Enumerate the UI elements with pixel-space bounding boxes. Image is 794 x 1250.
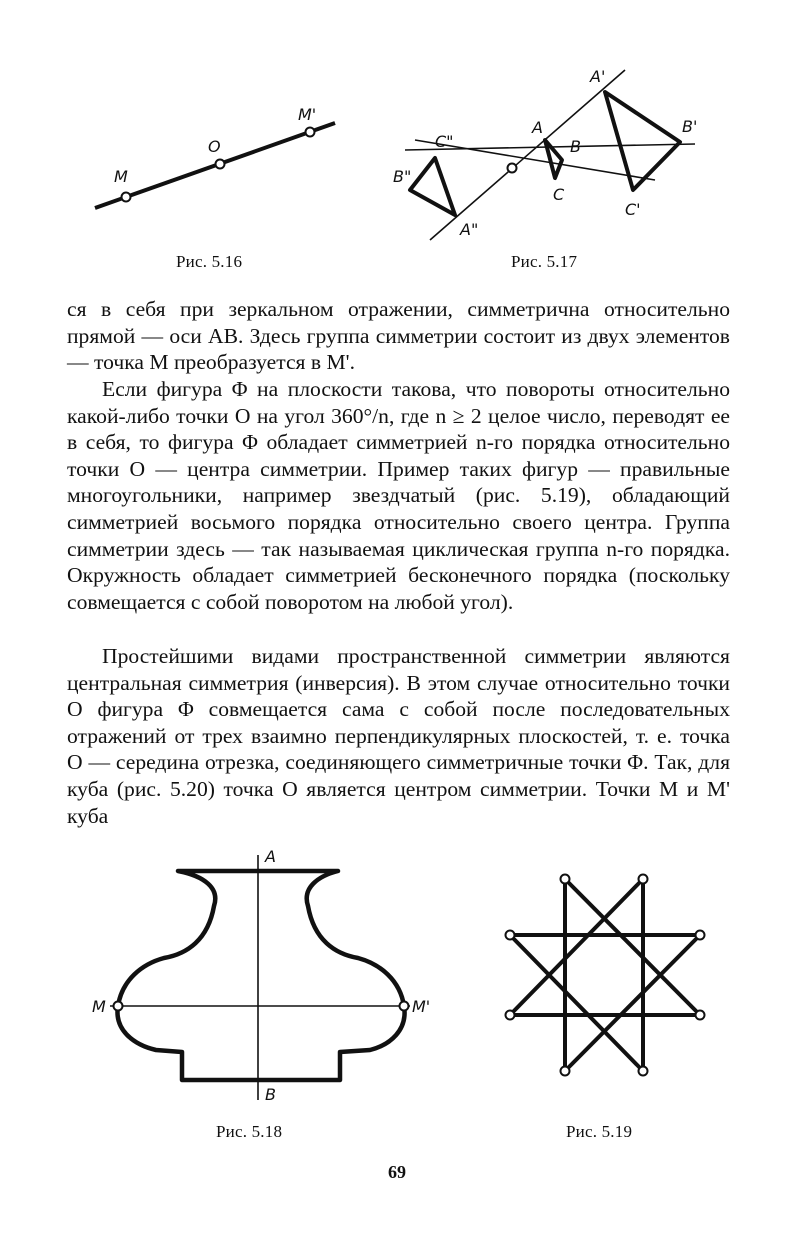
label-m: M	[92, 997, 106, 1016]
label-b-prime: B'	[682, 117, 698, 136]
axis-a	[430, 70, 625, 240]
paragraph-continuation: ся в себя при зеркальном отражении, симметрична относительно прямой — оси AB. Здесь группа симметрии состоит из двух элементов — точка M преобразуется в M'.	[67, 297, 730, 375]
paragraph-spatial-symmetry	[67, 643, 730, 829]
vertex	[696, 931, 705, 940]
caption-fig-5-18: Рис. 5.18	[216, 1122, 283, 1141]
figure-5-17	[385, 60, 715, 250]
label-a-prime: A'	[590, 67, 606, 86]
label-c-double: C"	[435, 132, 454, 151]
label-b: B	[570, 137, 581, 156]
vertex	[561, 1067, 570, 1076]
point-m	[114, 1002, 123, 1011]
label-o: O	[208, 137, 221, 156]
caption-fig-5-17: Рис. 5.17	[511, 252, 578, 271]
triangle-abc	[545, 140, 562, 178]
point-m-prime	[400, 1002, 409, 1011]
figure-5-18	[80, 840, 440, 1120]
point-m-prime	[306, 128, 315, 137]
vertex	[639, 875, 648, 884]
vertex	[639, 1067, 648, 1076]
label-m-prime: M'	[298, 105, 317, 124]
triangle-a2b2c2	[410, 158, 455, 215]
paragraph-rotational-symmetry	[67, 376, 730, 615]
label-a: A	[265, 847, 276, 866]
vertex	[506, 931, 515, 940]
figure-5-16	[80, 100, 350, 220]
vertex	[506, 1011, 515, 1020]
label-b: B	[265, 1085, 276, 1104]
label-b-double: B"	[393, 167, 412, 186]
label-a: A	[532, 118, 543, 137]
figure-5-19-star	[495, 865, 735, 1085]
vertex	[696, 1011, 705, 1020]
label-a-double: A"	[460, 220, 479, 239]
page-number: 69	[388, 1162, 406, 1182]
point-m	[122, 193, 131, 202]
label-m-prime: M'	[412, 997, 431, 1016]
point-o	[216, 160, 225, 169]
center-point	[508, 164, 517, 173]
caption-fig-5-19: Рис. 5.19	[566, 1122, 633, 1141]
caption-fig-5-16: Рис. 5.16	[176, 252, 243, 271]
triangle-a1b1c1	[605, 92, 680, 190]
label-m: M	[114, 167, 128, 186]
paragraph-text: Если фигура Φ на плоскости такова, что повороты относительно какой-либо точки O на угол 360°/n, где n ≥ 2 целое число, переводят ее в себя, то фигура Φ обладает симметрией n-го порядка относительно точки O — центра симметрии. Пример таких фигур — правильные многоугольники, например звездчатый (рис. 5.19), обладающий симметрией восьмого порядка относительно своего центра. Группа симметрии здесь — так называемая циклическая группа n-го порядка. Окружность обладает симметрией бесконечного порядка (поскольку совмещается с собой поворотом на любой угол).	[67, 377, 730, 614]
label-c: C	[553, 185, 565, 204]
paragraph-text: Простейшими видами пространственной симметрии являются центральная симметрия (инверсия). В этом случае относительно точки O фигура Φ совмещается сама с собой после последовательных отражений от трех взаимно перпендикулярных плоскостей, т. е. точка O — середина отрезка, соединяющего симметричные точки Φ. Так, для куба (рис. 5.20) точка O является центром симметрии. Точки M и M' куба	[67, 644, 730, 828]
vertex	[561, 875, 570, 884]
vase-outline	[117, 871, 404, 1080]
label-c-prime: C'	[625, 200, 641, 219]
